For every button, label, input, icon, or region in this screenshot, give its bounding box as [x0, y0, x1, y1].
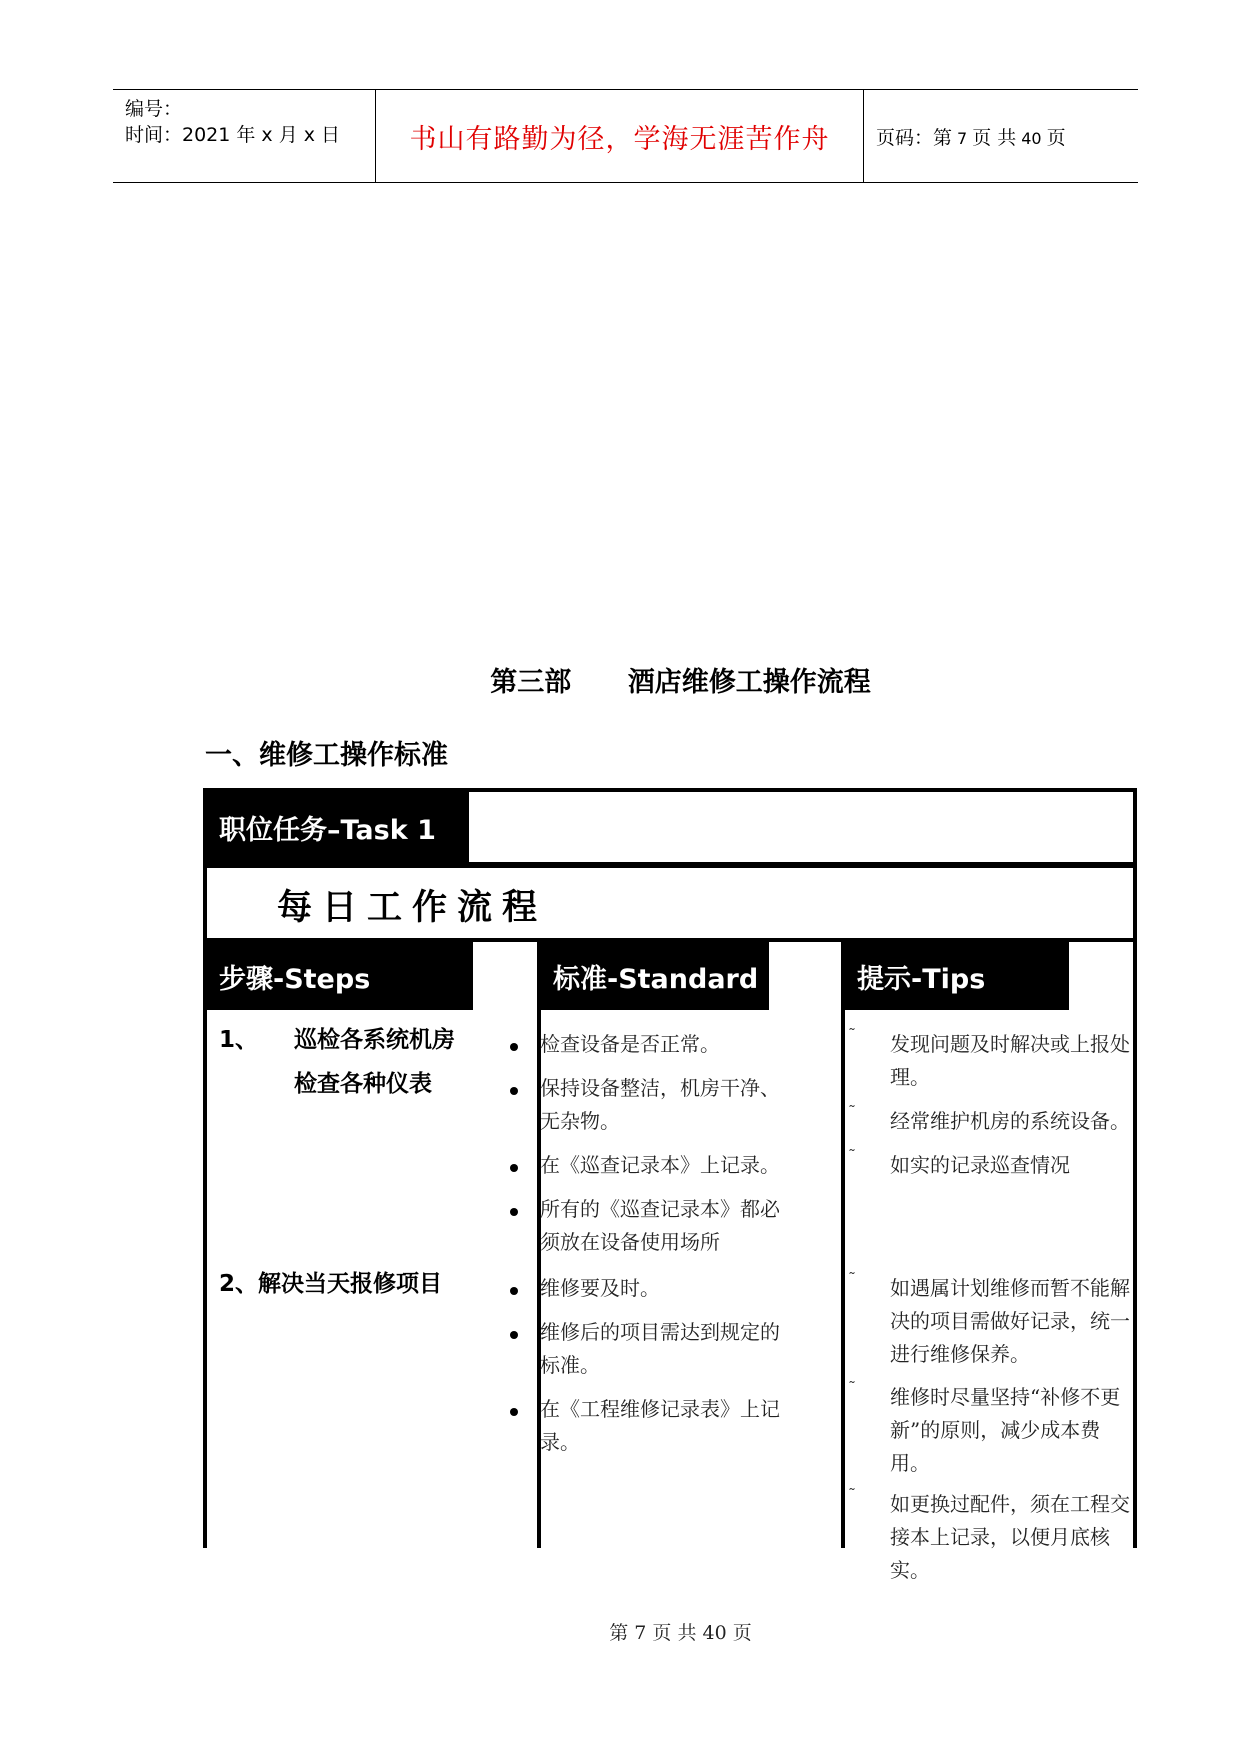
- step-1-number: 1、: [219, 1027, 259, 1053]
- tip-item: [848, 1485, 1138, 1587]
- step-2: 2、解决当天报修项目: [219, 1271, 443, 1297]
- col-header-tips: 提示-Tips: [845, 942, 1069, 1010]
- bullet-icon: [510, 1087, 518, 1095]
- standard-item: [540, 1393, 792, 1459]
- col-header-standard: 标准-Standard: [541, 942, 769, 1010]
- task-label: 职位任务–Task 1: [207, 792, 469, 862]
- header-motto-cell: [375, 90, 864, 182]
- tip-item: [848, 1025, 1138, 1094]
- process-title: 每日工作流程: [277, 888, 548, 928]
- tip-text: 维修时尽量坚持“补修不更新”的原则，减少成本费用。: [890, 1385, 1121, 1475]
- tilde-mark-icon: ˜: [848, 1269, 856, 1288]
- standard-text: 在《工程维修记录表》上记录。: [540, 1397, 780, 1454]
- standard-text: 所有的《巡查记录本》都必须放在设备使用场所: [540, 1197, 780, 1254]
- standard-text: 保持设备整洁，机房干净、无杂物。: [540, 1076, 780, 1133]
- col-header-steps: 步骤-Steps: [207, 942, 473, 1010]
- process-title-row: [207, 868, 1133, 942]
- tip-text: 如遇属计划维修而暂不能解决的项目需做好记录，统一进行维修保养。: [890, 1276, 1130, 1366]
- standard-text: 维修后的项目需达到规定的标准。: [540, 1320, 780, 1377]
- page-prefix: 页码：第: [876, 126, 953, 149]
- header-page-cell: [864, 90, 1138, 182]
- tilde-mark-icon: ˜: [848, 1378, 856, 1397]
- standard-item: [540, 1028, 792, 1061]
- page-mid: 页 共: [972, 126, 1017, 149]
- task-blank-cell: [469, 792, 1133, 862]
- bullet-icon: [510, 1331, 518, 1339]
- section-title: 一、维修工操作标准: [205, 740, 448, 771]
- tip-item: [848, 1146, 1138, 1182]
- bullet-icon: [510, 1408, 518, 1416]
- bullet-icon: [510, 1164, 518, 1172]
- standard-item: [540, 1193, 792, 1259]
- standard-text: 维修要及时。: [540, 1276, 660, 1300]
- standard-item: [540, 1272, 792, 1305]
- bullet-icon: [510, 1043, 518, 1051]
- page-header: [113, 89, 1138, 183]
- tip-item: [848, 1269, 1138, 1371]
- tilde-mark-icon: ˜: [848, 1485, 856, 1504]
- number-label: 编号：: [125, 98, 183, 120]
- tilde-mark-icon: ˜: [848, 1146, 856, 1165]
- tip-text: 如实的记录巡查情况: [890, 1153, 1070, 1177]
- task-table: [203, 788, 1137, 1582]
- standard-item: [540, 1149, 792, 1182]
- part-title: 第三部 酒店维修工操作流程: [490, 667, 871, 698]
- page-footer: 第 7 页 共 40 页: [609, 1622, 752, 1644]
- tip-text: 如更换过配件，须在工程交接本上记录，以便月底核实。: [890, 1492, 1130, 1582]
- page-info: [876, 123, 1066, 150]
- standard-item: [540, 1072, 792, 1138]
- tip-text: 经常维护机房的系统设备。: [890, 1109, 1130, 1133]
- tilde-mark-icon: ˜: [848, 1102, 856, 1121]
- column-divider: [841, 942, 845, 1548]
- tilde-mark-icon: ˜: [848, 1025, 856, 1044]
- standard-text: 检查设备是否正常。: [540, 1032, 720, 1056]
- step-1-line1: 巡检各系统机房: [294, 1027, 455, 1053]
- bullet-icon: [510, 1287, 518, 1295]
- standard-text: 在《巡查记录本》上记录。: [540, 1153, 780, 1177]
- tip-text: 发现问题及时解决或上报处理。: [890, 1032, 1130, 1089]
- bullet-icon: [510, 1208, 518, 1216]
- header-meta: [113, 90, 375, 182]
- step-1-line2: 检查各种仪表: [294, 1071, 432, 1097]
- standard-item: [540, 1316, 792, 1382]
- tip-item: [848, 1102, 1138, 1138]
- date-label: 时间：2021 年 x 月 x 日: [125, 124, 341, 146]
- tip-item: [848, 1378, 1138, 1480]
- page-total: 40: [1021, 128, 1042, 148]
- motto: 书山有路勤为径，学海无涯苦作舟: [409, 123, 830, 155]
- page-current: 7: [957, 128, 968, 148]
- page-suffix: 页: [1046, 126, 1066, 149]
